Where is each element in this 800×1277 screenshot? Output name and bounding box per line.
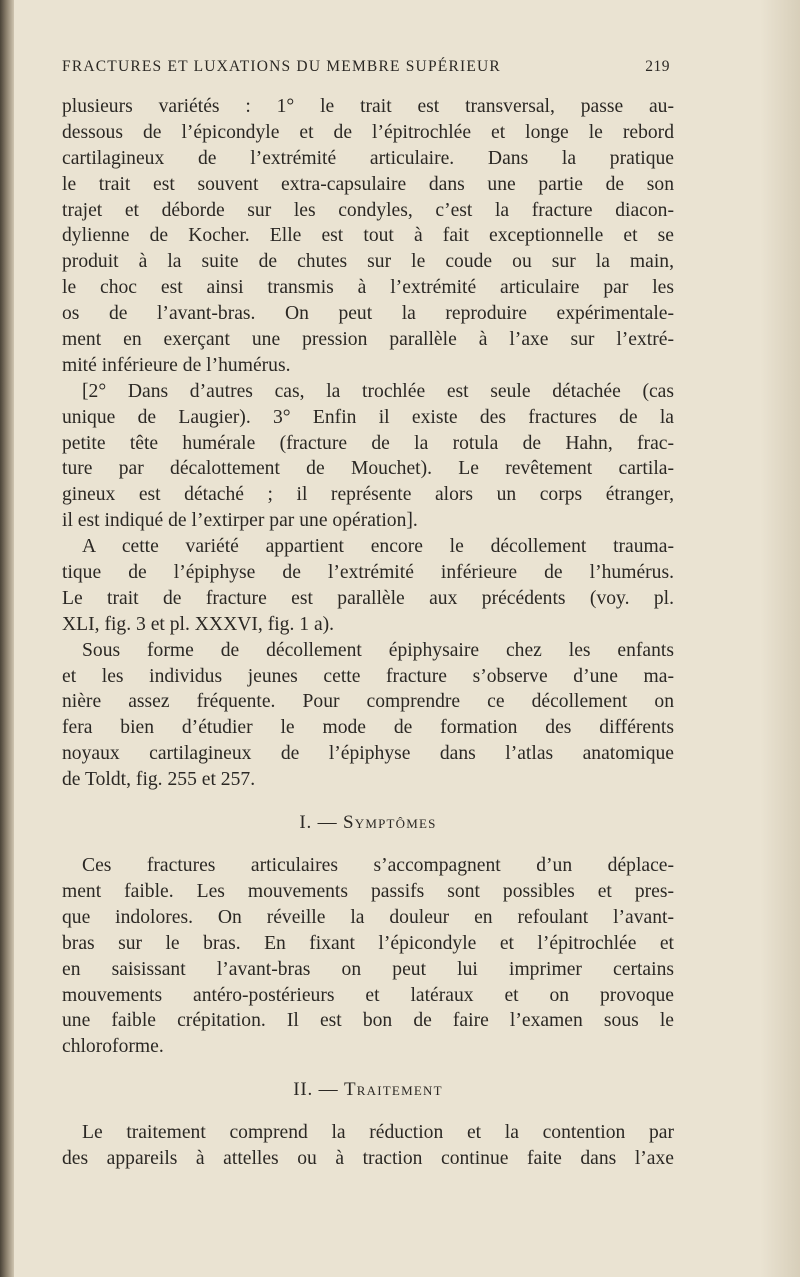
text-line: tique de l’épiphyse de l’extrémité inférieure de l’humérus.: [62, 562, 674, 584]
book-page: [62, 0, 674, 1277]
paragraph-epiphysis: [62, 534, 674, 638]
text-line: produit à la suite de chutes sur le coude ou sur la main,: [62, 251, 674, 273]
text-line: noyaux cartilagineux de l’épiphyse dans l’atlas anatomique: [62, 743, 674, 765]
section-heading-symptoms: [62, 793, 674, 853]
text-line: des appareils à attelles ou à traction continue faite dans l’axe: [62, 1148, 674, 1170]
text-line: Le trait de fracture est parallèle aux précédents (voy. pl.: [62, 587, 674, 609]
text-line: chloroforme.: [62, 1036, 164, 1058]
text-line: Sous forme de décollement épiphysaire chez les enfants: [82, 639, 674, 661]
section-title: Traitement: [344, 1079, 443, 1101]
text-line: mité inférieure de l’humérus.: [62, 354, 291, 376]
text-line: unique de Laugier). 3° Enfin il existe des fractures de la: [62, 406, 674, 428]
text-line: cartilagineux de l’extrémité articulaire. Dans la pratique: [62, 147, 674, 169]
page-number: 219: [645, 58, 670, 75]
text-line: une faible crépitation. Il est bon de faire l’examen sous le: [62, 1010, 674, 1032]
text-line: il est indiqué de l’extirper par une opération].: [62, 510, 418, 532]
text-line: le choc est ainsi transmis à l’extrémité articulaire par les: [62, 277, 674, 299]
text-line: ment en exerçant une pression parallèle à l’axe sur l’extré-: [62, 329, 674, 351]
section-number: I. —: [299, 812, 338, 834]
text-line: en saisissant l’avant-bras on peut lui imprimer certains: [62, 958, 674, 980]
text-line: ture par décalottement de Mouchet). Le revêtement cartila-: [62, 458, 674, 480]
text-line: mouvements antéro-postérieurs et latéraux et on provoque: [62, 984, 674, 1006]
page-edge-shading: [760, 0, 800, 1277]
running-head-title: FRACTURES ET LUXATIONS DU MEMBRE SUPÉRIEUR: [62, 58, 501, 75]
text-line: dylienne de Kocher. Elle est tout à fait exceptionnelle et se: [62, 225, 674, 247]
text-line: petite tête humérale (fracture de la rotula de Hahn, frac-: [62, 432, 674, 454]
text-line: Le traitement comprend la réduction et la contention par: [82, 1122, 674, 1144]
text-line: et les individus jeunes cette fracture s’observe d’une ma-: [62, 665, 674, 687]
text-line: que indolores. On réveille la douleur en refoulant l’avant-: [62, 906, 674, 928]
text-line: plusieurs variétés : 1° le trait est transversal, passe au-: [62, 96, 674, 117]
text-line: [2° Dans d’autres cas, la trochlée est seule détachée (cas: [82, 380, 674, 402]
paragraph-varieties: [62, 94, 674, 379]
text-line: gineux est détaché ; il représente alors un corps étranger,: [62, 484, 674, 506]
paragraph-children: [62, 638, 674, 793]
book-spine-shadow: [0, 0, 14, 1277]
body-text: [62, 94, 674, 1172]
text-line: le trait est souvent extra-capsulaire dans une partie de son: [62, 173, 674, 195]
text-line: nière assez fréquente. Pour comprendre ce décollement on: [62, 691, 674, 713]
paragraph-symptoms: [62, 853, 674, 1060]
section-title: Symptômes: [342, 812, 437, 834]
text-line: Ces fractures articulaires s’accompagnent d’un déplace-: [82, 855, 674, 877]
section-number: II. —: [293, 1079, 339, 1101]
text-line: A cette variété appartient encore le décollement trauma-: [82, 536, 674, 558]
paragraph-treatment: [62, 1120, 674, 1172]
text-line: trajet et déborde sur les condyles, c’est la fracture diacon-: [62, 199, 674, 221]
text-line: fera bien d’étudier le mode de formation des différents: [62, 717, 674, 739]
text-line: dessous de l’épicondyle et de l’épitrochlée et longe le rebord: [62, 121, 674, 143]
text-line: de Toldt, fig. 255 et 257.: [62, 769, 256, 791]
text-line: os de l’avant-bras. On peut la reproduire expérimentale-: [62, 303, 674, 325]
text-line: bras sur le bras. En fixant l’épicondyle et l’épitrochlée et: [62, 932, 674, 954]
running-head: [62, 58, 674, 80]
paragraph-trochlea: [62, 379, 674, 534]
section-heading-treatment: [62, 1060, 674, 1120]
text-line: XLI, fig. 3 et pl. XXXVI, fig. 1 a).: [62, 613, 335, 635]
text-line: ment faible. Les mouvements passifs sont possibles et pres-: [62, 880, 674, 902]
